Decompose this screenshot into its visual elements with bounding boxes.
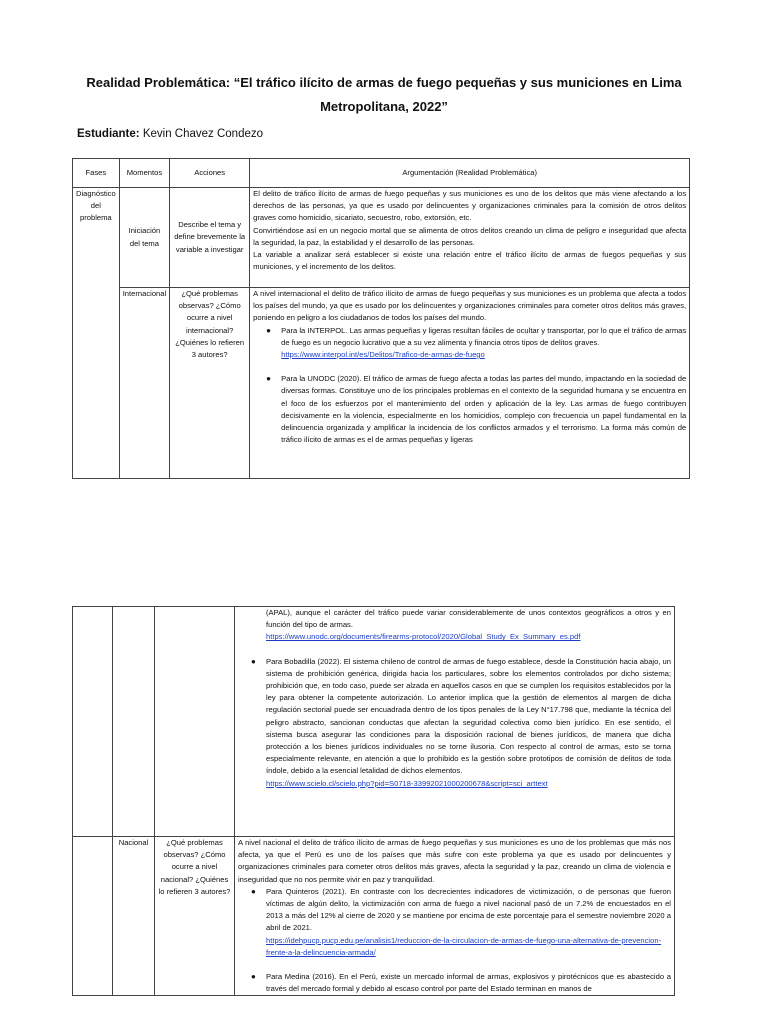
- interpol-link[interactable]: https://www.interpol.int/es/Delitos/Trafico-de-armas-de-fuego: [281, 350, 485, 360]
- list-item: [266, 607, 671, 644]
- empty-cell: [73, 837, 113, 996]
- student-line: [77, 128, 263, 140]
- momento-nacional: Nacional: [113, 837, 155, 996]
- momento-iniciacion: Iniciación del tema: [119, 188, 169, 288]
- paragraph: A nivel internacional el delito de tráfico ilícito de armas de fuego pequeñas y sus municiones es un problema que afecta a todos los países del mundo, ya que es usado por los delincuentes y organizaciones criminales para cometer otros delitos más graves, poniendo en peligro a los ciudadanos de todos los países del mundo.: [253, 289, 687, 323]
- bullet-icon: ●: [266, 374, 272, 384]
- reference-list: [238, 886, 671, 996]
- quinteros-link[interactable]: https://idehpucp.pucp.edu.pe/analisis1/reduccion-de-la-circulacion-de-armas-de-fuego-una-alternativa-de-prevencion-frente-a-la-delincuencia-armada/: [266, 935, 662, 957]
- reference-unodc: Para la UNODC (2020). El tráfico de armas de fuego afecta a todas las partes del mundo, impactando en la sociedad de diversas formas. Constituye uno de los principales problemas en el contexto de la seguridad humana y se encuentra en el foco de los esfuerzos por el mantenimiento del orden y aplicación de la ley. Las armas de fuego contribuyen decisivamente en la violencia, especialmente en los homicidios, complejo con frecuencia un papel fundamental en la delincuencia organizada y amplificar la incidencia de los conflictos armados y el terrorismo. La forma más común de tráfico ilícito de armas es el de armas pequeñas y ligeras: [281, 374, 687, 445]
- bullet-icon: ●: [251, 886, 256, 896]
- list-item: [251, 886, 671, 959]
- fase-cell: Diagnóstico del problema: [73, 188, 120, 479]
- reference-list: [253, 325, 686, 447]
- paragraph: A nivel nacional el delito de tráfico ilícito de armas de fuego pequeñas y sus municiones es uno de los problemas que más nos afecta, ya que el Perú es uno de los países que más sufre con este problema ya que es usado por delincuentes y organizaciones criminales para cometer otros delitos más graves, afecta la seguridad y la paz, creando un clima de violencia e inseguridad que no nos permite vivir en paz y tranquilidad.: [238, 838, 671, 884]
- matrix-table-page2: [72, 606, 675, 996]
- bobadilla-link[interactable]: https://www.scielo.cl/scielo.php?pid=S0718-33992021000200678&script=sci_arttext: [266, 778, 548, 788]
- header-momentos: Momentos: [119, 159, 169, 188]
- argumentacion-continuation: [235, 607, 675, 837]
- list-item: [266, 325, 687, 362]
- argumentacion-nacional: [235, 837, 675, 996]
- page-title: Realidad Problemática: “El tráfico ilícito de armas de fuego pequeñas y sus municiones en Lima Metropolitana, 2022”: [86, 75, 682, 114]
- bullet-icon: ●: [251, 656, 256, 666]
- paragraph: El delito de tráfico ilícito de armas de fuego pequeñas y sus municiones es uno de los delitos que más viene afectando a los derechos de las personas, ya que es usado por delincuentes y organizaciones criminales para la comisión de otros delitos graves como homicidio, sicariato, secuestro, robo, extorsión, etc.: [253, 189, 687, 223]
- paragraph: La variable a analizar será establecer si existe una relación entre el tráfico ilícito de armas de fuegos pequeñas y sus municiones, y el incremento de los delitos.: [253, 250, 687, 272]
- reference-bobadilla: Para Bobadilla (2022). El sistema chileno de control de armas de fuego establece, desde la Constitución hacia abajo, un sistema de prohibición genérica, dirigida hacia los particulares, sobre los elementos controlados por dicho sistema; prohibición que, en todo caso, puede ser alzada en aquellos casos en que se cumplen los requisitos establecidos por la ley para obtener la competente autorización. Lo anterior implica que la gestión de elementos al margen de dicha regulación sectorial puede ser encuadrada dentro de los tipos penales de la Ley N°17.798 que, mediante la técnica del peligro abstracto, sancionan conductas que afectan la seguridad colectiva como bien jurídico. En ese sentido, el sistema busca asegurar las condiciones para la disposición racional de bienes jurídicos, de manera que dicha protección a los bienes jurídicos individuales no se torne ilusoria. Con respecto al control de armas, esto se torna especialmente relevante, en atención a que lo prohibido es la gestión sobre prototipos de comisión de delitos de toda índole, debido a la esencial letalidad de dichos elementos.: [266, 656, 671, 776]
- student-name: Kevin Chavez Condezo: [142, 128, 264, 140]
- header-argumentacion: Argumentación (Realidad Problemática): [250, 159, 690, 188]
- student-label: Estudiante:: [77, 128, 140, 140]
- table-row-continuation: [73, 607, 675, 837]
- argumentacion-internacional: [250, 288, 690, 479]
- reference-list: [238, 607, 671, 790]
- table-header-row: [73, 159, 690, 188]
- accion-nacional: ¿Qué problemas observas? ¿Cómo ocurre a nivel nacional? ¿Quiénes lo refieren 3 autores?: [155, 837, 235, 996]
- table-row-nacional: [73, 837, 675, 996]
- accion-internacional: ¿Qué problemas observas? ¿Cómo ocurre a nivel internacional? ¿Quiénes lo refieren 3 autores?: [170, 288, 250, 479]
- unodc-link[interactable]: https://www.unodc.org/documents/firearms-protocol/2020/Global_Study_Ex_Summary_es.pdf: [266, 632, 581, 642]
- matrix-table-page1: [72, 158, 690, 479]
- empty-cell: [155, 607, 235, 837]
- momento-internacional: Internacional: [119, 288, 169, 479]
- table-row-internacional: [73, 288, 690, 479]
- header-acciones: Acciones: [170, 159, 250, 188]
- argumentacion-iniciacion: [250, 188, 690, 288]
- reference-medina: Para Medina (2016). En el Perú, existe un mercado informal de armas, explosivos y pirotécnicos que es abastecido a través del mercado formal y debido al escaso control por parte del Estado terminan en manos de: [266, 972, 671, 994]
- reference-unodc-cont: (APAL), aunque el carácter del tráfico puede variar considerablemente de unos contextos geográficos a otros y en función del tipo de armas.: [266, 608, 671, 630]
- list-item: [251, 971, 671, 995]
- list-item: [266, 373, 687, 446]
- header-fases: Fases: [73, 159, 120, 188]
- table-row-iniciacion: [73, 188, 690, 288]
- bullet-icon: ●: [251, 972, 256, 982]
- empty-cell: [113, 607, 155, 837]
- paragraph: Convirtiéndose así en un negocio mortal que se alimenta de otros delitos creando un clima de peligro e inseguridad que afecta la seguridad, la paz, la estabilidad y el desarrollo de las personas.: [253, 225, 687, 247]
- reference-quinteros: Para Quinteros (2021). En contraste con los decrecientes indicadores de victimización, o de personas que fueron víctimas de algún delito, la victimización con arma de fuego a nivel nacional pasó de un 7.2% de encuestados en el 2013 a más del 12% al cierre de 2020 y se mantiene por encima de este porcentaje para el semestre noviembre 2020 a abril de 2021.: [266, 886, 671, 933]
- reference-interpol: Para la INTERPOL. Las armas pequeñas y ligeras resultan fáciles de ocultar y transportar, por lo que el tráfico de armas de fuego es un negocio lucrativo que a su vez alimenta y financia otros tipos de delitos graves.: [281, 325, 687, 347]
- list-item: [251, 656, 671, 790]
- bullet-icon: ●: [266, 325, 272, 335]
- spacer: [266, 959, 671, 971]
- spacer: [266, 644, 671, 656]
- accion-iniciacion: Describe el tema y define brevemente la variable a investigar: [170, 188, 250, 288]
- spacer: [281, 361, 686, 373]
- empty-cell: [73, 607, 113, 837]
